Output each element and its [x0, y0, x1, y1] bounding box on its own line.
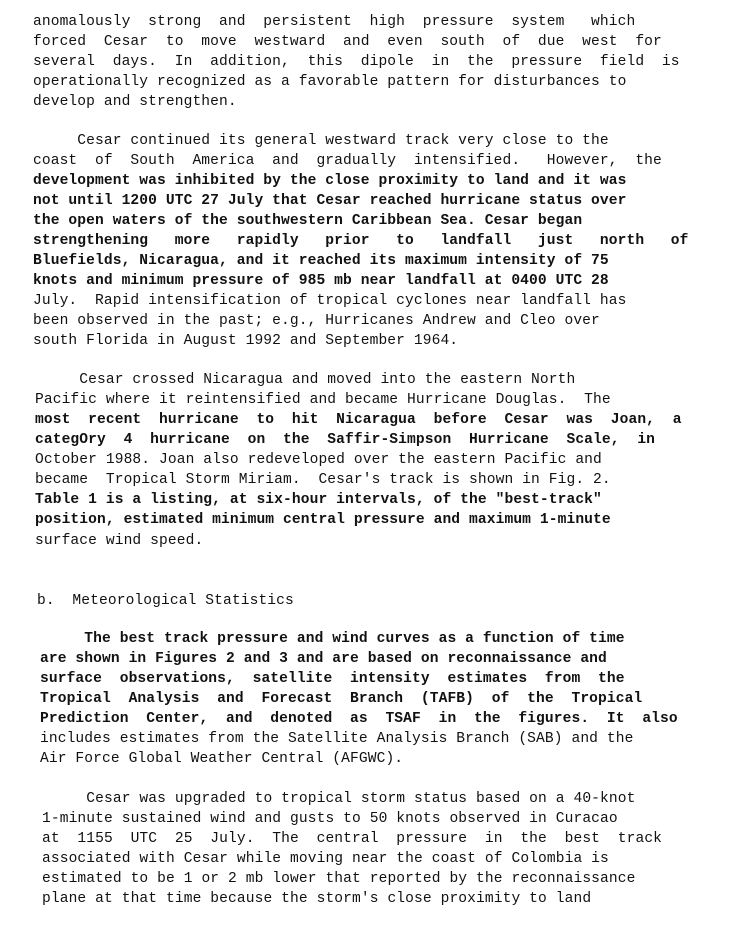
- p1-line-4: operationally recognized as a favorable pattern for disturbances to: [33, 74, 627, 90]
- p2-line-4: not until 1200 UTC 27 July that Cesar reached hurricane status over: [33, 193, 627, 209]
- p5-line-3: at 1155 UTC 25 July. The central pressure in the best track: [42, 831, 663, 847]
- p4-line-2: are shown in Figures 2 and 3 and are based on reconnaissance and: [40, 651, 607, 667]
- p2-line-8: knots and minimum pressure of 985 mb near landfall at 0400 UTC 28: [33, 273, 609, 289]
- p3-line-1: Cesar crossed Nicaragua and moved into the eastern North: [35, 372, 576, 388]
- p2-line-5: the open waters of the southwestern Caribbean Sea. Cesar began: [33, 213, 583, 229]
- p3-line-9: surface wind speed.: [35, 533, 204, 549]
- p4-line-1: The best track pressure and wind curves as a function of time: [40, 631, 625, 647]
- p2-line-10: been observed in the past; e.g., Hurricanes Andrew and Cleo over: [33, 313, 600, 329]
- p4-line-4: Tropical Analysis and Forecast Branch (TAFB) of the Tropical: [40, 691, 643, 707]
- p1-line-2: forced Cesar to move westward and even south of due west for: [33, 34, 662, 50]
- p2-line-1: Cesar continued its general westward track very close to the: [33, 133, 609, 149]
- p4-line-5: Prediction Center, and denoted as TSAF in the figures. It also: [40, 711, 678, 727]
- p3-line-2: Pacific where it reintensified and became Hurricane Douglas. The: [35, 392, 611, 408]
- p3-line-7: Table 1 is a listing, at six-hour intervals, of the "best-track": [35, 492, 602, 508]
- p3-line-8: position, estimated minimum central pressure and maximum 1-minute: [35, 512, 611, 528]
- p4-line-6: includes estimates from the Satellite Analysis Branch (SAB) and the: [40, 731, 634, 747]
- p2-line-9: July. Rapid intensification of tropical cyclones near landfall has: [33, 293, 627, 309]
- p5-line-1: Cesar was upgraded to tropical storm status based on a 40-knot: [42, 791, 636, 807]
- p1-line-5: develop and strengthen.: [33, 94, 237, 110]
- p5-line-5: estimated to be 1 or 2 mb lower that reported by the reconnaissance: [42, 871, 636, 887]
- p3-line-3: most recent hurricane to hit Nicaragua before Cesar was Joan, a: [35, 412, 682, 428]
- p2-line-7: Bluefields, Nicaragua, and it reached its maximum intensity of 75: [33, 253, 609, 269]
- p2-line-2: coast of South America and gradually intensified. However, the: [33, 153, 662, 169]
- p3-line-4: categOry 4 hurricane on the Saffir-Simpson Hurricane Scale, in: [35, 432, 656, 448]
- p4-line-7: Air Force Global Weather Central (AFGWC).: [40, 751, 404, 767]
- p1-line-1: anomalously strong and persistent high pressure system which: [33, 14, 636, 30]
- p2-line-11: south Florida in August 1992 and September 1964.: [33, 333, 459, 349]
- p5-line-6: plane at that time because the storm's close proximity to land: [42, 891, 592, 907]
- section-heading: b. Meteorological Statistics: [37, 593, 294, 609]
- p2-line-3: development was inhibited by the close proximity to land and it was: [33, 173, 627, 189]
- p4-line-3: surface observations, satellite intensity estimates from the: [40, 671, 625, 687]
- p5-line-4: associated with Cesar while moving near the coast of Colombia is: [42, 851, 609, 867]
- p2-line-6: strengthening more rapidly prior to landfall just north of: [33, 233, 689, 249]
- p1-line-3: several days. In addition, this dipole in the pressure field is: [33, 54, 680, 70]
- p3-line-5: October 1988. Joan also redeveloped over the eastern Pacific and: [35, 452, 602, 468]
- p5-line-2: 1-minute sustained wind and gusts to 50 knots observed in Curacao: [42, 811, 618, 827]
- p3-line-6: became Tropical Storm Miriam. Cesar's track is shown in Fig. 2.: [35, 472, 611, 488]
